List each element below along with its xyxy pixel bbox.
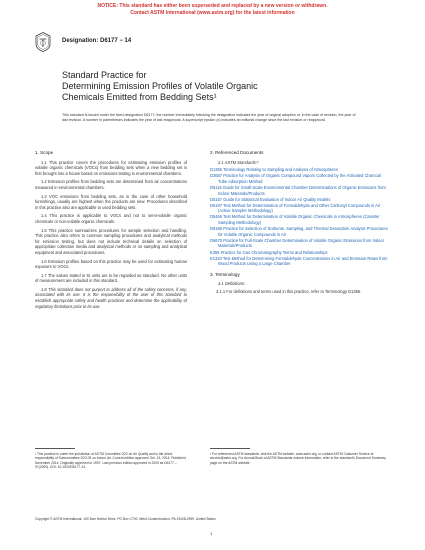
notice-line-2: Contact ASTM International (www.astm.org) for the latest information (130, 9, 295, 16)
reference-code-link[interactable]: D5466 (210, 214, 223, 220)
copyright-footer: Copyright © ASTM International, 100 Barr Harbor Drive, PO Box C700, West Conshohocken, PA 19428-2959. United States (35, 517, 216, 521)
reference-item (210, 197, 388, 203)
scope-paragraph: 1.7 The values stated in SI units are to be regarded as standard. No other units of measurement are included in this standard. (35, 272, 187, 284)
reference-title-link[interactable]: Practice for Analysis of Organic Compound Vapors Collected by the Activated Charcoal Tube Adsorption Method (218, 173, 381, 184)
reference-title-link[interactable]: Guide for Small-Scale Environmental Chamber Determinations of Organic Emissions from Indoor Materials/Products (218, 184, 386, 196)
scope-paragraph: 1.5 This practice summarizes procedures for sample selection and handling. This practice also refers to common sampling procedures and analytical methods for emission testing, but does not include technical details on selection of appropriate collection media and analytical methods or on sampling and analytical equipment and associated procedures. (35, 227, 187, 255)
astm-standards-subheading: 2.1 ASTM Standards:² (218, 159, 259, 165)
reference-code-link[interactable]: D6670 (210, 237, 223, 243)
scope-paragraph: 1.1 This practice covers the procedures for estimating emission profiles of volatile organic chemicals (VOCs) from bedding sets when a new bedding set is first brought into a house based on emissions testing in environmental chambers. (35, 159, 187, 176)
reference-item (210, 238, 388, 249)
scope-paragraph: 1.2 Emission profiles from bedding sets are determined from air concentrations measured in environmental chambers. (35, 179, 187, 190)
designation: Designation: D6177 − 14 (62, 38, 132, 44)
scope-paragraph: 1.3 VOC emissions from bedding sets, as in the case of other household furnishings, usually are highest when the products are new. Procedures described in this practice also are applicable to used bedding sets. (35, 193, 187, 210)
reference-code-link[interactable]: D1356 (210, 167, 223, 173)
section-scope-title: 1. Scope (35, 150, 54, 155)
reference-item (210, 226, 388, 237)
safety-paragraph: 1.8 This standard does not purport to address all of the safety concerns, if any, associated with its use. It is the responsibility of the user of this standard to establish appropriate safety and health practices and determine the applicability of regulatory limitations prior to its use. (35, 286, 187, 309)
document-title (62, 70, 322, 103)
reference-title-link[interactable]: Test Method for Determining Formaldehyde Concentrations in Air and Emission Rates from Wood Products Using a Large Chamber (218, 255, 388, 267)
scope-paragraph: 1.4 This practice is applicable to VOCs and not to semi-volatile organic chemicals or non-volatile organic chemicals. (35, 213, 187, 224)
reference-code-link[interactable]: E355 (210, 249, 220, 255)
footnote-2: ² For referenced ASTM standards, visit the ASTM website, www.astm.org, or contact ASTM Customer Service at service@astm.org. For Annual Book of ASTM Standards volume information, refer to the standard's Document Summary page on the ASTM website. (210, 452, 386, 465)
reference-title-link[interactable]: Practice for Gas Chromatography Terms and Relationships (220, 249, 328, 255)
reference-list (210, 167, 388, 267)
definition-paragraph: 3.1.1 For definitions and terms used in this practice, refer to Terminology D1356. (216, 288, 362, 294)
left-column (35, 150, 187, 312)
reference-code-link[interactable]: D5197 (210, 202, 223, 208)
reference-item (210, 173, 388, 184)
reference-item (210, 256, 388, 267)
notice-line-1: NOTICE: This standard has either been superseded and replaced by a new version or withdrawn. (97, 3, 328, 9)
reference-title-link[interactable]: Practice for Full-Scale Chamber Determination of Volatile Organic Emissions from Indoor Materials/Products (218, 237, 385, 249)
reference-item (210, 203, 388, 214)
astm-logo-icon (35, 32, 51, 52)
title-line-3: Chemicals Emitted from Bedding Sets¹ (62, 92, 217, 102)
reference-title-link[interactable]: Guide for Statistical Evaluation of Indoor Air Quality Models (223, 196, 331, 202)
reference-code-link[interactable]: E1333 (210, 255, 222, 261)
reference-title-link[interactable]: Terminology Relating to Sampling and Analysis of Atmospheres (223, 167, 338, 173)
footnote-divider-right (210, 448, 250, 449)
reference-code-link[interactable]: D5116 (210, 184, 222, 190)
reference-item (210, 214, 388, 225)
reference-title-link[interactable]: Practice for Selection of Sorbents, Sampling, and Thermal Desorption Analysis Procedures for Volatile Organic Compounds in Air (218, 226, 388, 237)
reference-title-link[interactable]: Test Method for Determination of Volatile Organic Chemicals in Atmospheres (Canister Sampling Methodology) (218, 214, 380, 226)
reference-item (210, 250, 388, 256)
standard-issue-note: This standard is issued under the fixed designation D6177; the number immediately following the designation indicates the year of original adoption or, in the case of revision, the year of last revision. A number in parentheses indicates the year of last reapproval. A superscript epsilon (ε) indicates an editorial change since the last revision or reapproval. (62, 113, 356, 122)
reference-code-link[interactable]: D5157 (210, 196, 223, 202)
section-referenced-documents-title: 2. Referenced Documents (210, 150, 264, 155)
footnote-1: ¹ This practice is under the jurisdiction of ASTM Committee D22 on Air Quality and is the direct responsibility of Subcommittee D22.05 on Indoor Air. Current edition approved Oct. 15, 2014. Published November 2014. Originally approved in 1997. Last previous edition approved in 2009 as D6177 – 97(2009). DOI: 10.1520/D6177-14. (35, 452, 186, 469)
title-line-2: Determining Emission Profiles of Volatile Organic (62, 81, 258, 91)
reference-item (210, 185, 388, 196)
reference-code-link[interactable]: D6196 (210, 226, 223, 232)
reference-title-link[interactable]: Test Method for Determination of Formaldehyde and Other Carbonyl Compounds in Air (Active Sampler Methodology) (218, 202, 381, 214)
reference-code-link[interactable]: D3687 (210, 173, 223, 179)
title-line-1: Standard Practice for (62, 70, 147, 80)
page-number: 1 (210, 531, 213, 536)
reference-item (210, 167, 388, 173)
definitions-subheading: 3.1 Definitions: (218, 281, 246, 287)
withdrawn-notice (0, 3, 425, 16)
footnote-divider-left (35, 448, 75, 449)
right-column (210, 150, 388, 298)
section-terminology-title: 3. Terminology (210, 271, 240, 277)
scope-paragraph: 1.6 Emission profiles based on this practice may be used for estimating human exposure to VOCs. (35, 258, 187, 270)
